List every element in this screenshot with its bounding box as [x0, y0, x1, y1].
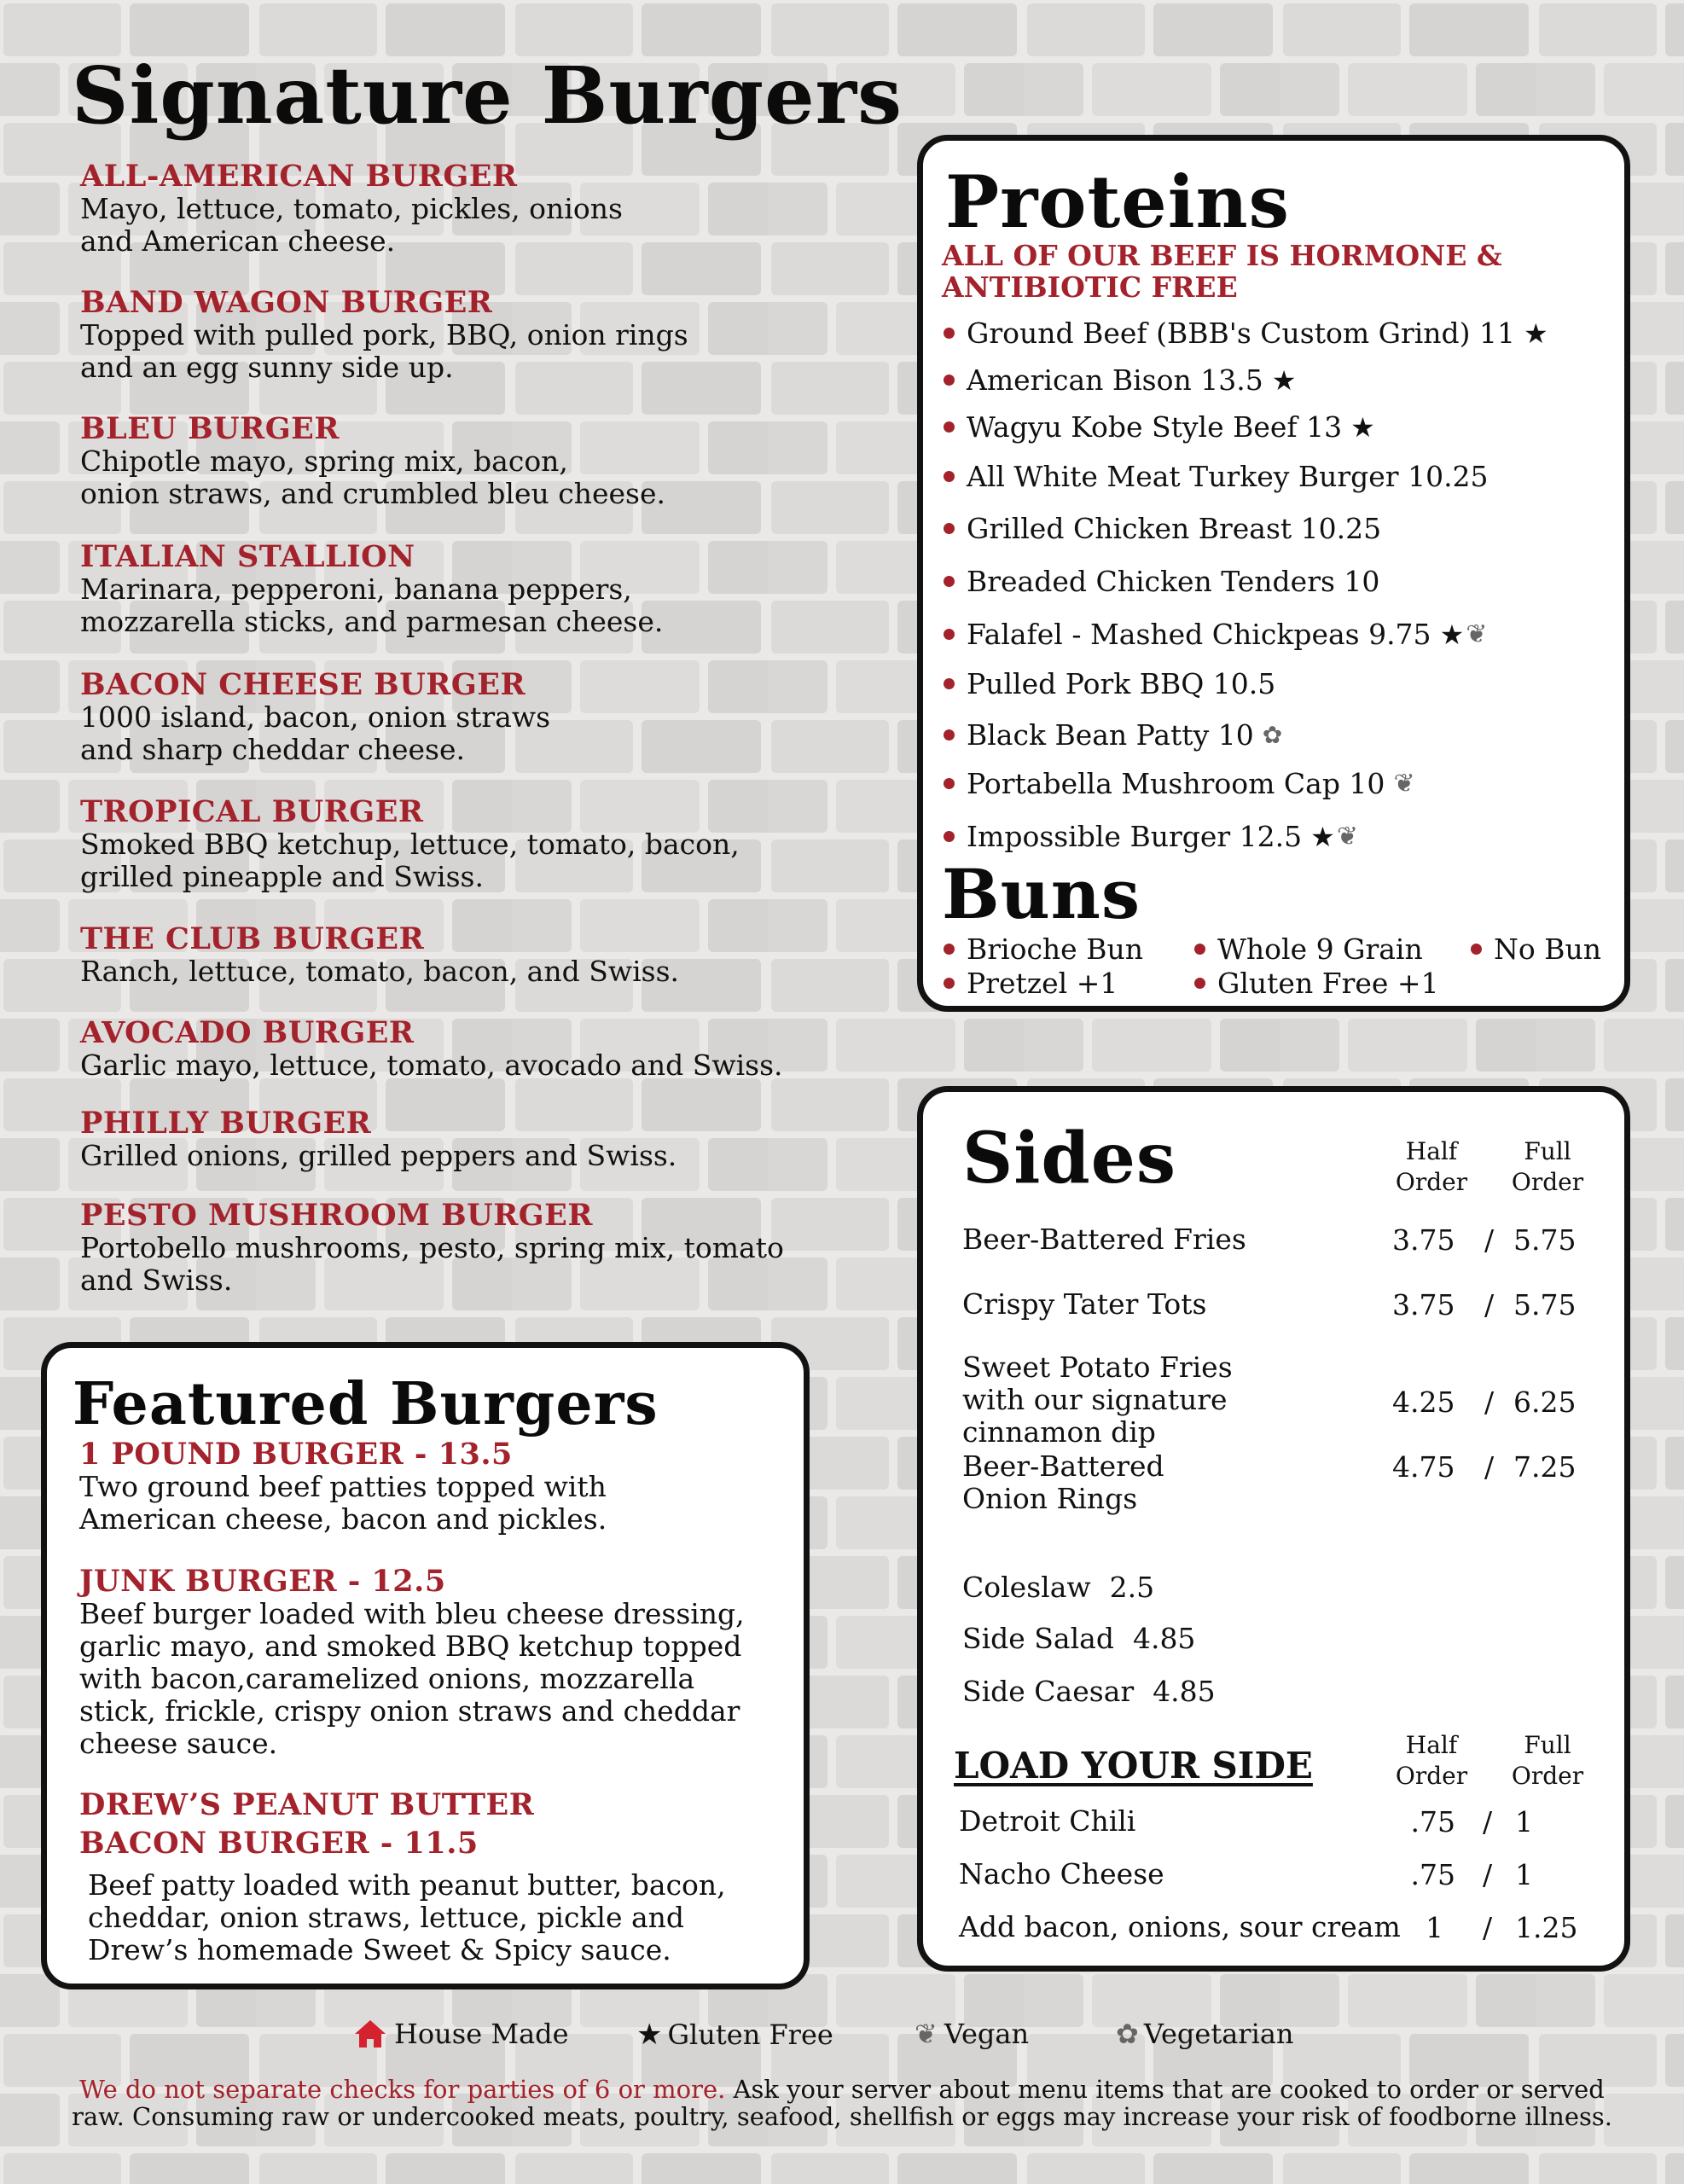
side-full-price: 6.25 [1513, 1385, 1577, 1419]
side-item-name: Sweet Potato Fries with our signature cinnamon dip [962, 1350, 1233, 1449]
bun-item: No Bun [1471, 932, 1601, 966]
bun-item: Gluten Free +1 [1194, 967, 1439, 1000]
featured-burger-name: JUNK BURGER - 12.5 [79, 1564, 446, 1599]
burger-description: Marinara, pepperoni, banana peppers, mozzarella sticks, and parmesan cheese. [80, 572, 664, 638]
full-order-header: Full Order [1511, 1137, 1584, 1196]
burger-item [80, 541, 663, 638]
burger-item [80, 796, 740, 893]
sides-panel [917, 1086, 1630, 1972]
side-full-price: 5.75 [1513, 1223, 1577, 1257]
star-icon: ★ [1439, 618, 1465, 651]
bullet [944, 328, 955, 339]
side-half-price: 4.75 [1392, 1450, 1455, 1484]
load-full-header: Full Order [1511, 1731, 1584, 1790]
bullet [944, 375, 955, 386]
load-your-side-title: LOAD YOUR SIDE [954, 1745, 1313, 1786]
protein-label: All White Meat Turkey Burger 10.25 [967, 460, 1489, 493]
burger-item [80, 1017, 783, 1082]
side-single-price: 4.85 [1153, 1675, 1216, 1708]
protein-item [944, 820, 1358, 853]
legend-house-made: House Made [353, 2018, 569, 2050]
load-item-name: Nacho Cheese [959, 1857, 1164, 1891]
side-single-name: Side Salad [962, 1622, 1114, 1655]
load-item-name: Add bacon, onions, sour cream [959, 1910, 1401, 1943]
leaf-icon: ❦ [1336, 821, 1358, 851]
burger-description: Ranch, lettuce, tomato, bacon, and Swiss. [80, 955, 679, 988]
protein-item [944, 460, 1489, 493]
protein-label: Portabella Mushroom Cap 10 [967, 767, 1385, 800]
price-separator: / [1483, 1858, 1493, 1891]
bullet [944, 471, 955, 482]
protein-item [944, 718, 1282, 752]
featured-burger-description: Beef patty loaded with peanut butter, bacon, cheddar, onion straws, lettuce, pickle and Drew’s homemade Sweet & Spicy sauce. [88, 1868, 726, 1966]
star-icon: ★ [1524, 317, 1548, 350]
footer-disclaimer [60, 2076, 1624, 2130]
side-item-name: Beer-Battered Onion Rings [962, 1449, 1164, 1515]
side-item-name: Crispy Tater Tots [962, 1287, 1207, 1321]
star-icon: ★ [1271, 363, 1297, 397]
side-half-price: 4.25 [1392, 1385, 1455, 1419]
featured-burger-name: 1 POUND BURGER - 13.5 [79, 1437, 513, 1472]
proteins-subtitle: ALL OF OUR BEEF IS HORMONE & ANTIBIOTIC FREE [942, 239, 1502, 304]
half-order-header: Half Order [1395, 1137, 1468, 1196]
side-single-name: Coleslaw [962, 1571, 1091, 1604]
featured-burger-item [79, 1438, 607, 1536]
burger-item [80, 287, 688, 384]
side-half-price: 3.75 [1392, 1288, 1455, 1321]
side-full-price: 7.25 [1513, 1450, 1577, 1484]
house-icon [353, 2018, 387, 2049]
protein-label: Ground Beef (BBB's Custom Grind) 11 [967, 317, 1516, 350]
burger-item [80, 1107, 677, 1172]
protein-label: Impossible Burger 12.5 [967, 820, 1303, 853]
side-single-item [962, 1676, 1216, 1708]
load-full-price: 1.25 [1515, 1911, 1578, 1944]
protein-item [944, 410, 1375, 444]
load-item-name: Detroit Chili [959, 1804, 1136, 1838]
price-separator: / [1483, 1805, 1493, 1838]
burger-name: AVOCADO BURGER [80, 1015, 415, 1050]
side-single-name: Side Caesar [962, 1675, 1135, 1708]
star-icon: ★ [636, 2018, 663, 2052]
protein-label: Breaded Chicken Tenders 10 [967, 565, 1380, 598]
burger-name: THE CLUB BURGER [80, 921, 425, 956]
bun-item: Pretzel +1 [944, 967, 1118, 1000]
featured-burger-item [79, 1786, 726, 1966]
bullet [944, 629, 955, 640]
price-separator: / [1484, 1288, 1495, 1321]
leaf-icon: ❦ [1466, 619, 1488, 649]
bullet [944, 678, 955, 689]
burger-name: BACON CHEESE BURGER [80, 667, 526, 702]
protein-item [944, 565, 1379, 598]
burger-name: PHILLY BURGER [80, 1106, 372, 1141]
protein-label: Black Bean Patty 10 [967, 718, 1254, 752]
burger-item [80, 160, 623, 258]
load-half-price: .75 [1410, 1858, 1455, 1891]
price-separator: / [1483, 1911, 1493, 1944]
burger-item [80, 669, 550, 766]
proteins-panel [917, 135, 1630, 1012]
protein-item [944, 512, 1381, 545]
protein-item [944, 767, 1415, 800]
burger-name: PESTO MUSHROOM BURGER [80, 1198, 593, 1233]
burger-name: ALL-AMERICAN BURGER [80, 159, 518, 194]
legend-gluten-free: ★ Gluten Free [636, 2018, 833, 2052]
bullet [944, 421, 955, 433]
burger-item [80, 413, 665, 510]
bullet [944, 523, 955, 534]
burger-name: ITALIAN STALLION [80, 539, 415, 574]
burger-item [80, 1199, 784, 1297]
protein-item [944, 317, 1548, 350]
featured-burger-item [79, 1565, 745, 1760]
price-separator: / [1484, 1385, 1495, 1419]
price-separator: / [1484, 1450, 1495, 1484]
protein-item [944, 667, 1275, 700]
protein-item [944, 618, 1487, 651]
burger-description: Chipotle mayo, spring mix, bacon, onion straws, and crumbled bleu cheese. [80, 444, 665, 510]
broccoli-icon: ✿ [1262, 720, 1283, 749]
side-single-price: 2.5 [1109, 1571, 1155, 1604]
burger-description: Garlic mayo, lettuce, tomato, avocado and Swiss. [80, 1048, 783, 1082]
bullet [944, 831, 955, 842]
burger-description: Grilled onions, grilled peppers and Swiss. [80, 1139, 677, 1172]
side-half-price: 3.75 [1392, 1223, 1455, 1257]
burger-description: Mayo, lettuce, tomato, pickles, onions and American cheese. [80, 192, 623, 258]
featured-burger-description: Two ground beef patties topped with American cheese, bacon and pickles. [79, 1470, 607, 1536]
broccoli-icon: ✿ [1116, 2018, 1139, 2050]
protein-label: Grilled Chicken Breast 10.25 [967, 512, 1382, 545]
load-half-header: Half Order [1395, 1731, 1468, 1790]
side-single-price: 4.85 [1132, 1622, 1196, 1655]
featured-burger-name: DREW’S PEANUT BUTTER BACON BURGER - 11.5 [79, 1787, 535, 1861]
signature-burgers-title: Signature Burgers [72, 49, 903, 142]
leaf-icon: ❦ [915, 2018, 938, 2050]
load-full-price: 1 [1515, 1858, 1533, 1891]
leaf-icon: ❦ [1393, 768, 1415, 799]
buns-title: Buns [942, 854, 1141, 934]
price-separator: / [1484, 1223, 1495, 1257]
star-icon: ★ [1310, 820, 1335, 853]
load-full-price: 1 [1515, 1805, 1533, 1838]
burger-description: Smoked BBQ ketchup, lettuce, tomato, bacon, grilled pineapple and Swiss. [80, 828, 740, 893]
featured-burger-description: Beef burger loaded with bleu cheese dressing, garlic mayo, and smoked BBQ ketchup topped with bacon,caramelized onions, mozzarella stick, frickle, crispy onion straws and cheddar cheese sauce. [79, 1597, 745, 1760]
burger-item [80, 923, 679, 988]
burger-name: TROPICAL BURGER [80, 794, 424, 829]
bullet [944, 729, 955, 741]
protein-label: Pulled Pork BBQ 10.5 [967, 667, 1276, 700]
protein-label: Wagyu Kobe Style Beef 13 [967, 410, 1343, 444]
protein-label: Falafel - Mashed Chickpeas 9.75 [967, 618, 1431, 651]
sides-title: Sides [962, 1118, 1177, 1199]
side-single-item [962, 1623, 1195, 1655]
legend-vegan: ❦ Vegan [915, 2018, 1030, 2050]
side-full-price: 5.75 [1513, 1288, 1577, 1321]
burger-description: Portobello mushrooms, pesto, spring mix, tomato and Swiss. [80, 1231, 784, 1297]
load-half-price: 1 [1426, 1911, 1443, 1944]
checks-notice: We do not separate checks for parties of 6 or more. [79, 2075, 726, 2104]
burger-name: BLEU BURGER [80, 411, 340, 446]
proteins-title: Proteins [945, 160, 1290, 244]
bullet [944, 778, 955, 789]
protein-label: American Bison 13.5 [967, 363, 1263, 397]
bun-item: Brioche Bun [944, 932, 1143, 966]
load-half-price: .75 [1410, 1805, 1455, 1838]
burger-name: BAND WAGON BURGER [80, 285, 493, 320]
side-item-name: Beer-Battered Fries [962, 1223, 1246, 1256]
star-icon: ★ [1350, 410, 1375, 444]
featured-burgers-title: Featured Burgers [73, 1370, 659, 1438]
legend-vegetarian: ✿ Vegetarian [1116, 2018, 1294, 2050]
burger-description: Topped with pulled pork, BBQ, onion rings and an egg sunny side up. [80, 318, 688, 384]
featured-burgers-panel [41, 1342, 810, 1989]
protein-item [944, 363, 1296, 397]
bullet [944, 576, 955, 587]
burger-description: 1000 island, bacon, onion straws and sharp cheddar cheese. [80, 700, 551, 766]
side-single-item [962, 1571, 1154, 1604]
food-safety-notice: Ask your server about menu items that are cooked to order or served raw. Consuming raw or undercooked meats, poultry, seafood, shellfish or eggs may increase your risk of foodborne illness. [72, 2075, 1612, 2131]
bun-item: Whole 9 Grain [1194, 932, 1423, 966]
